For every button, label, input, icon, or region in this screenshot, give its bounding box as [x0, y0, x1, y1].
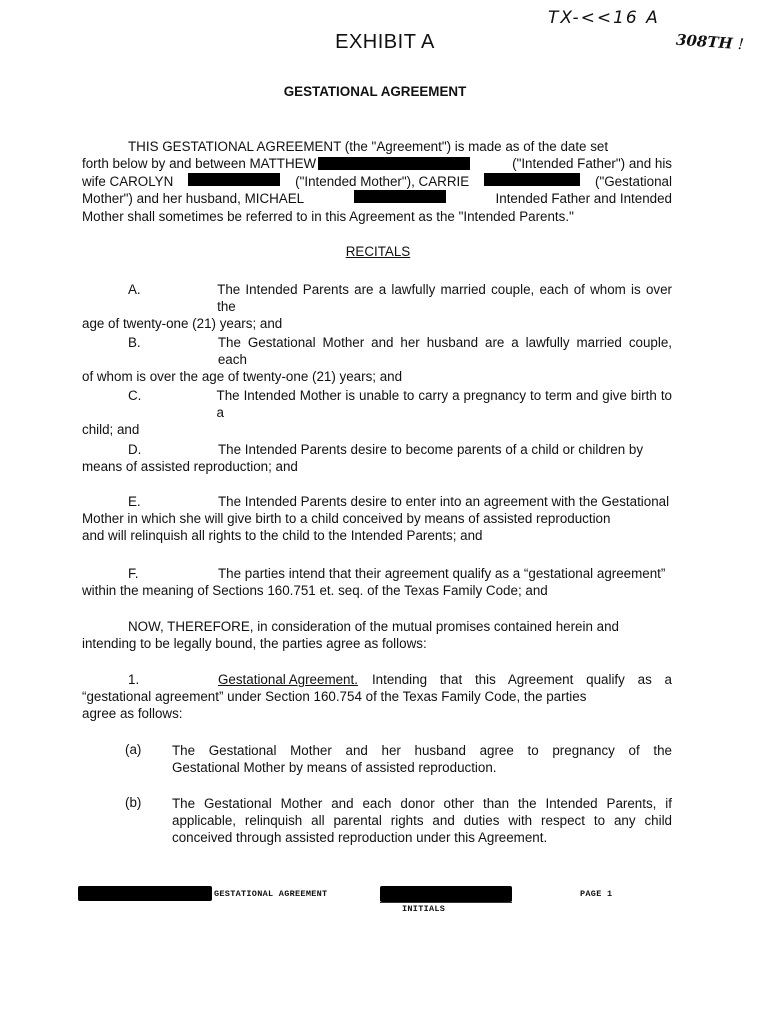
recital-text: The parties intend that their agreement qualify as a “gestational agreement”: [218, 566, 666, 581]
intro-line-1: THIS GESTATIONAL AGREEMENT (the "Agreement") is made as of the date set: [128, 139, 609, 154]
initials-line: [380, 902, 512, 903]
recital-text: within the meaning of Sections 160.751 et. seq. of the Texas Family Code; and: [82, 583, 548, 599]
intro-text: forth below by and between MATTHEW: [82, 156, 317, 172]
recital-text: The Gestational Mother and her husband are a lawfully married couple, each: [217, 335, 672, 368]
recital-text: The Intended Parents desire to become parents of a child or children by: [218, 442, 644, 457]
subsection-label-b: (b): [125, 795, 142, 810]
intro-text: ("Intended Mother"), CARRIE: [295, 173, 470, 189]
recital-label: A.: [128, 282, 141, 297]
subsection-text: The Gestational Mother and each donor other than the Intended Parents, if: [172, 796, 672, 811]
intro-text: wife CAROLYN: [82, 173, 174, 189]
subsection-b: [172, 795, 672, 846]
recital-text: and will relinquish all rights to the child to the Intended Parents; and: [82, 528, 483, 544]
intro-line-3: [82, 173, 672, 190]
footer-doc-label: GESTATIONAL AGREEMENT: [214, 889, 328, 899]
redaction-bar: [318, 157, 470, 170]
recital-text: child; and: [82, 422, 140, 438]
footer-page-number: PAGE 1: [580, 889, 613, 899]
subsection-label-a: (a): [125, 742, 142, 757]
recital-text: of whom is over the age of twenty-one (21) years; and: [82, 369, 403, 385]
intro-text: Intended Father and Intended: [495, 191, 672, 207]
subsection-text: conceived through assisted reproduction under this Agreement.: [172, 830, 548, 845]
subsection-text: Gestational Mother by means of assisted reproduction.: [172, 760, 497, 775]
footer-initials-label: INITIALS: [402, 904, 446, 914]
now-therefore-line: NOW, THEREFORE, in consideration of the mutual promises contained herein and: [128, 619, 619, 634]
intro-paragraph: [82, 138, 672, 225]
recital-label: E.: [128, 494, 141, 509]
recital-text: The Intended Mother is unable to carry a pregnancy to term and give birth to a: [216, 388, 672, 421]
stamp-mark: !: [737, 34, 745, 54]
recital-c: [82, 387, 672, 439]
recital-label: B.: [128, 335, 141, 350]
section-text: Intending that this Agreement qualify as a: [371, 672, 672, 687]
recital-text: Mother in which she will give birth to a child conceived by means of assisted reproduction: [82, 511, 611, 527]
footer-redaction-left: [78, 886, 212, 901]
now-therefore-line: intending to be legally bound, the parties agree as follows:: [82, 636, 427, 652]
recital-text: age of twenty-one (21) years; and: [82, 316, 283, 332]
footer-redaction-initials: [380, 886, 512, 902]
section-text: agree as follows:: [82, 706, 183, 722]
recital-e: [82, 493, 672, 545]
recital-f: [82, 565, 672, 599]
intro-line-4: [82, 190, 672, 207]
intro-line-2: [82, 155, 672, 172]
recital-text: means of assisted reproduction; and: [82, 459, 298, 475]
intro-text: ("Intended Father") and his: [512, 156, 672, 172]
redaction-bar: [484, 173, 580, 186]
redaction-bar: [188, 173, 280, 186]
subsection-text: The Gestational Mother and her husband agree to pregnancy of the: [172, 743, 672, 758]
intro-text: Mother") and her husband, MICHAEL: [82, 191, 305, 207]
recital-label: D.: [128, 442, 142, 457]
section-1: [82, 671, 672, 723]
subsection-text: applicable, relinquish all parental rights and duties with respect to any child: [172, 813, 672, 828]
recital-label: C.: [128, 388, 142, 403]
recital-text: The Intended Parents are a lawfully married couple, each of whom is over the: [217, 282, 672, 315]
agreement-title: GESTATIONAL AGREEMENT: [283, 84, 467, 99]
intro-text: ("Gestational: [595, 173, 672, 189]
recitals-heading: RECITALS: [345, 244, 411, 259]
section-heading: Gestational Agreement.: [218, 672, 358, 687]
recital-label: F.: [128, 566, 139, 581]
redaction-bar: [354, 190, 446, 203]
section-number: 1.: [128, 672, 140, 687]
exhibit-title: EXHIBIT A: [335, 31, 435, 53]
recital-text: The Intended Parents desire to enter into an agreement with the Gestational: [218, 494, 670, 509]
handwritten-reference: TX-<<16 A: [548, 8, 660, 28]
section-text: “gestational agreement” under Section 160.754 of the Texas Family Code, the parties: [82, 689, 587, 705]
recital-b: [82, 334, 672, 386]
recital-d: [82, 441, 672, 475]
recital-a: [82, 281, 672, 333]
subsection-a: [172, 742, 672, 776]
now-therefore-paragraph: [82, 618, 672, 652]
stamp-number: 308TH: [675, 30, 734, 53]
intro-line-5: Mother shall sometimes be referred to in this Agreement as the "Intended Parents.": [82, 208, 574, 224]
